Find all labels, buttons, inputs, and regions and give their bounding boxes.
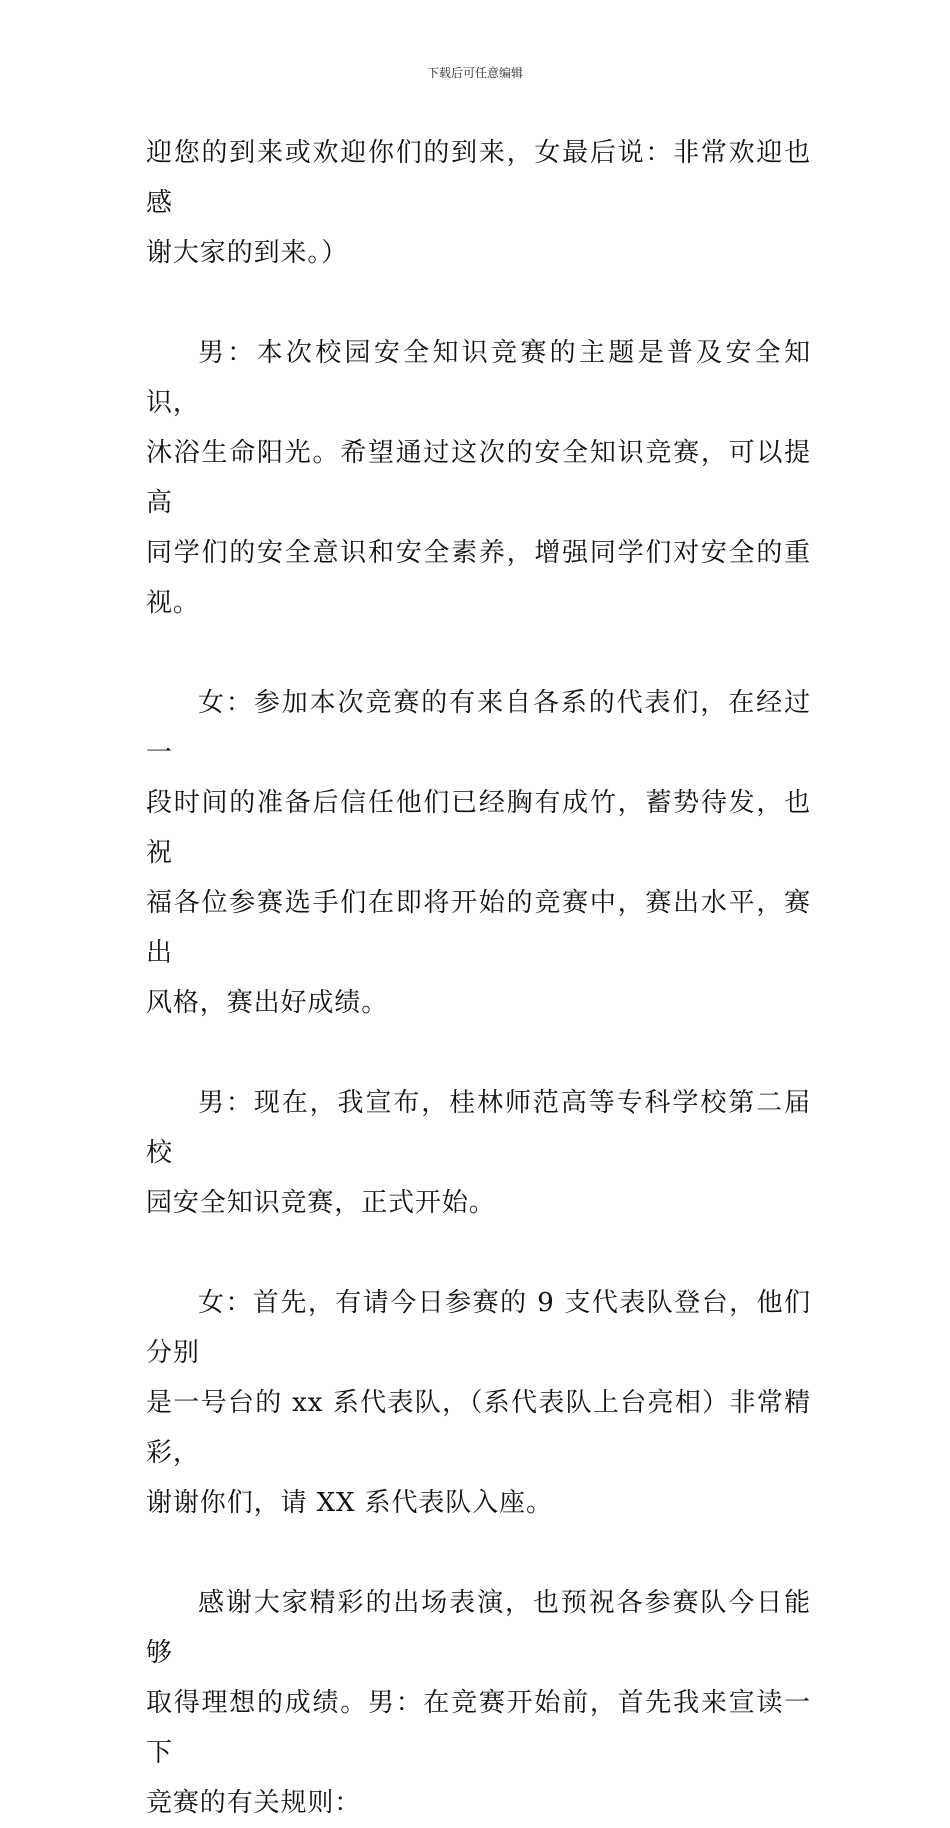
page-header: 下载后可任意编辑	[426, 66, 523, 80]
paragraph-2-line-3: 同学们的安全意识和安全素养，增强同学们对安全的重视。	[146, 538, 811, 618]
paragraph-3-line-3: 福各位参赛选手们在即将开始的竞赛中，赛出水平，赛出	[146, 888, 811, 968]
paragraph-1	[146, 128, 811, 278]
paragraph-2-line-1: 男：本次校园安全知识竞赛的主题是普及安全知识，	[146, 338, 811, 418]
paragraph-5-line-2: 是一号台的 xx 系代表队，（系代表队上台亮相）非常精彩，	[146, 1388, 811, 1468]
paragraph-4	[146, 1078, 811, 1228]
paragraph-6	[146, 1578, 811, 1828]
document-body	[146, 128, 811, 1828]
paragraph-4-line-1: 男：现在，我宣布，桂林师范高等专科学校第二届校	[146, 1088, 811, 1168]
paragraph-1-line-2: 谢大家的到来。）	[146, 238, 349, 268]
paragraph-3-line-4: 风格，赛出好成绩。	[146, 988, 389, 1018]
paragraph-6-line-3: 竞赛的有关规则：	[146, 1788, 362, 1818]
paragraph-3-line-1: 女：参加本次竞赛的有来自各系的代表们，在经过一	[146, 688, 811, 768]
paragraph-3	[146, 678, 811, 1028]
paragraph-5	[146, 1278, 811, 1528]
paragraph-3-line-2: 段时间的准备后信任他们已经胸有成竹，蓄势待发，也祝	[146, 788, 811, 868]
paragraph-5-line-1: 女：首先，有请今日参赛的 9 支代表队登台，他们分别	[146, 1288, 811, 1368]
paragraph-5-line-3: 谢谢你们，请 XX 系代表队入座。	[146, 1488, 553, 1518]
paragraph-1-line-1: 迎您的到来或欢迎你们的到来，女最后说：非常欢迎也感	[146, 138, 811, 218]
paragraph-2	[146, 328, 811, 628]
paragraph-6-line-2: 取得理想的成绩。男：在竞赛开始前，首先我来宣读一下	[146, 1688, 811, 1768]
paragraph-4-line-2: 园安全知识竞赛，正式开始。	[146, 1188, 496, 1218]
paragraph-2-line-2: 沐浴生命阳光。希望通过这次的安全知识竞赛，可以提高	[146, 438, 811, 518]
paragraph-6-line-1: 感谢大家精彩的出场表演，也预祝各参赛队今日能够	[146, 1588, 811, 1668]
